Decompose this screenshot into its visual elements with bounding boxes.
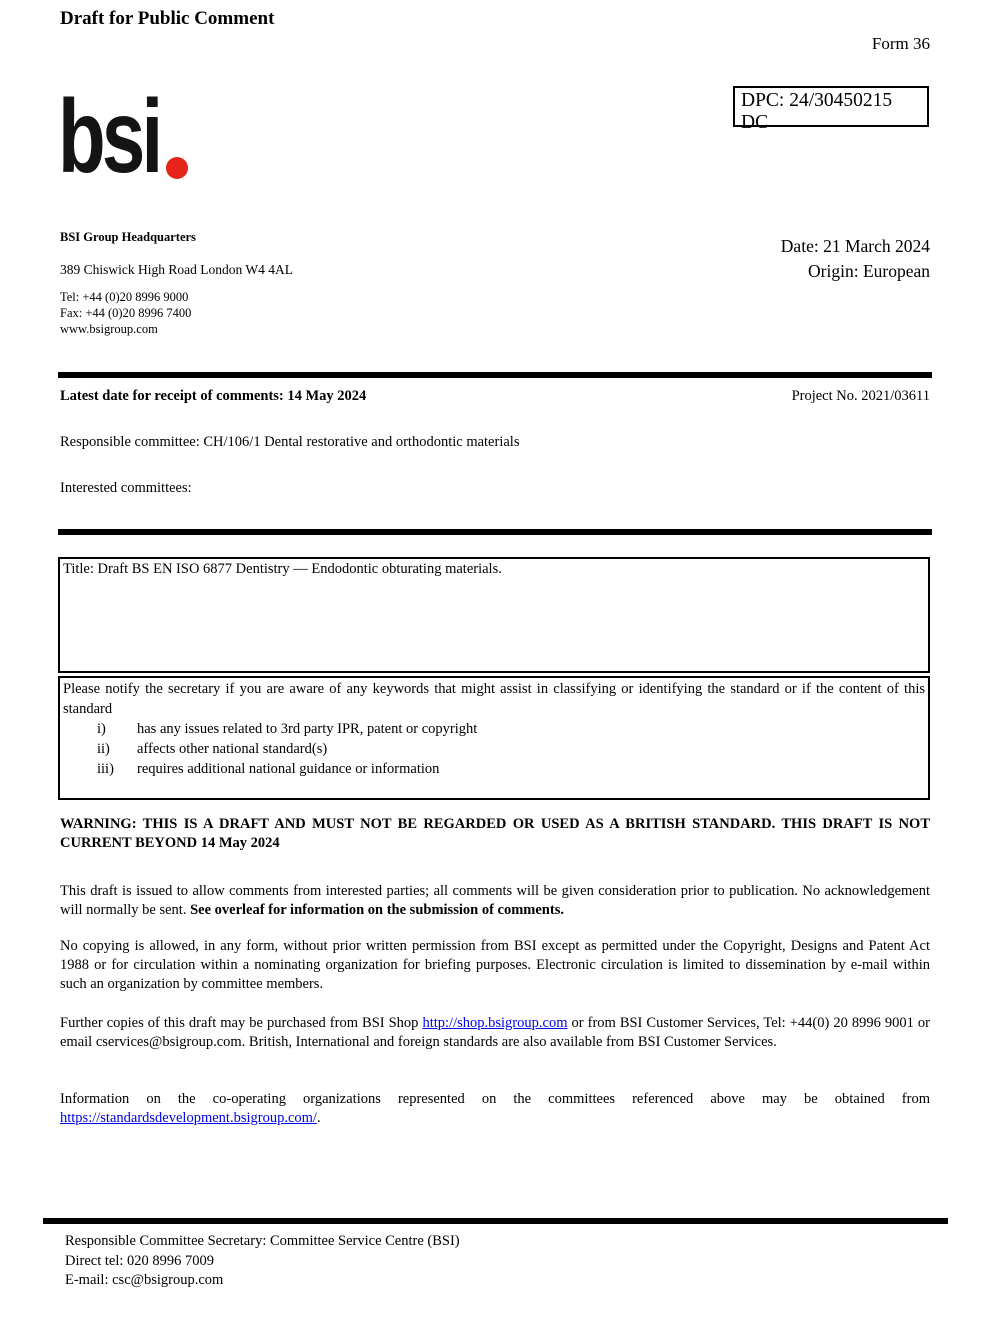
- bsi-shop-link[interactable]: http://shop.bsigroup.com: [422, 1015, 568, 1031]
- comments-date-row: [60, 388, 930, 405]
- hq-website: www.bsigroup.com: [60, 322, 158, 336]
- cooperating-text-2: .: [316, 1110, 321, 1126]
- dpc-number-box: [733, 86, 929, 133]
- keywords-item-text: has any issues related to 3rd party IPR, patent or copyright: [137, 721, 478, 737]
- further-copies-text-2: or from BSI Customer Services, Tel: +44(0) 20 8996 9001 or email cservices@bsigroup.com. British, International and foreign standards are also available from BSI Customer Services.: [60, 1015, 931, 1050]
- standards-development-link[interactable]: https://standardsdevelopment.bsigroup.com/: [60, 1110, 317, 1126]
- responsible-committee: Responsible committee: CH/106/1 Dental restorative and orthodontic materials: [60, 434, 520, 450]
- date-origin-block: [530, 234, 930, 284]
- further-copies-paragraph: [60, 1014, 930, 1052]
- divider-bar-bottom: [43, 1218, 948, 1224]
- standard-title: Title: Draft BS EN ISO 6877 Dentistry — Endodontic obturating materials.: [63, 561, 502, 577]
- divider-bar-top: [58, 372, 932, 378]
- interested-committees: Interested committees:: [60, 480, 192, 496]
- footer-email: E-mail: csc@bsigroup.com: [65, 1272, 224, 1288]
- origin-line: Origin: European: [808, 261, 930, 281]
- address-block: [60, 230, 460, 337]
- hq-name: BSI Group Headquarters: [60, 230, 196, 244]
- hq-tel: Tel: +44 (0)20 8996 9000: [60, 290, 189, 304]
- bsi-logo: [58, 79, 208, 195]
- keywords-item-number: i): [97, 721, 106, 737]
- footer-block: [65, 1232, 935, 1291]
- cooperating-text-1: Information on the co-operating organizations represented on the committees referenced above may be obtained from: [60, 1091, 930, 1107]
- keywords-item: [97, 739, 925, 759]
- keywords-item-text: affects other national standard(s): [137, 741, 328, 757]
- keywords-item: [97, 759, 925, 779]
- project-number: Project No. 2021/03611: [791, 388, 930, 404]
- further-copies-text-1: Further copies of this draft may be purchased from BSI Shop: [60, 1015, 419, 1031]
- footer-tel: Direct tel: 020 8996 7009: [65, 1252, 215, 1269]
- red-dot-icon: [166, 157, 188, 179]
- keywords-item-text: requires additional national guidance or information: [137, 761, 440, 777]
- warning-text: WARNING: THIS IS A DRAFT AND MUST NOT BE REGARDED OR USED AS A BRITISH STANDARD. THIS DRAFT IS NOT CURRENT BEYOND 14 May 2024: [60, 816, 930, 851]
- see-overleaf-text: See overleaf for information on the submission of comments.: [190, 902, 564, 918]
- date-line: Date: 21 March 2024: [780, 236, 930, 256]
- cooperating-paragraph: [60, 1090, 930, 1128]
- dpc-number: DPC: 24/30450215 DC: [741, 90, 893, 133]
- footer-secretary: Responsible Committee Secretary: Committee Service Centre (BSI): [65, 1233, 460, 1249]
- keywords-item-number: iii): [97, 761, 114, 777]
- page-title: Draft for Public Comment: [60, 8, 275, 29]
- divider-bar-middle: [58, 529, 932, 535]
- hq-fax: Fax: +44 (0)20 8996 7400: [60, 306, 192, 320]
- keywords-box: [58, 676, 930, 800]
- draft-issued-text: This draft is issued to allow comments from interested parties; all comments will be given consideration prior to publication. No acknowledgement will normally be sent.: [60, 883, 930, 918]
- keywords-item-number: ii): [97, 741, 110, 757]
- keywords-item: [97, 719, 925, 739]
- title-box: [58, 557, 930, 673]
- no-copying-paragraph: No copying is allowed, in any form, without prior written permission from BSI except as permitted under the Copyright, Designs and Patent Act 1988 or for circulation within a nominating organization for briefing purposes. Electronic circulation is limited to dissemination by e-mail within such an organization by committee members.: [60, 938, 930, 992]
- keywords-intro: Please notify the secretary if you are aware of any keywords that might assist in classifying or identifying the standard or if the content of this standard: [63, 681, 925, 717]
- bsi-logo-text: bsi: [58, 79, 160, 195]
- latest-date-label: Latest date for receipt of comments: 14 May 2024: [60, 388, 367, 404]
- draft-issued-paragraph: [60, 882, 930, 920]
- form-number: Form 36: [871, 34, 930, 53]
- hq-street: 389 Chiswick High Road London W4 4AL: [60, 262, 293, 277]
